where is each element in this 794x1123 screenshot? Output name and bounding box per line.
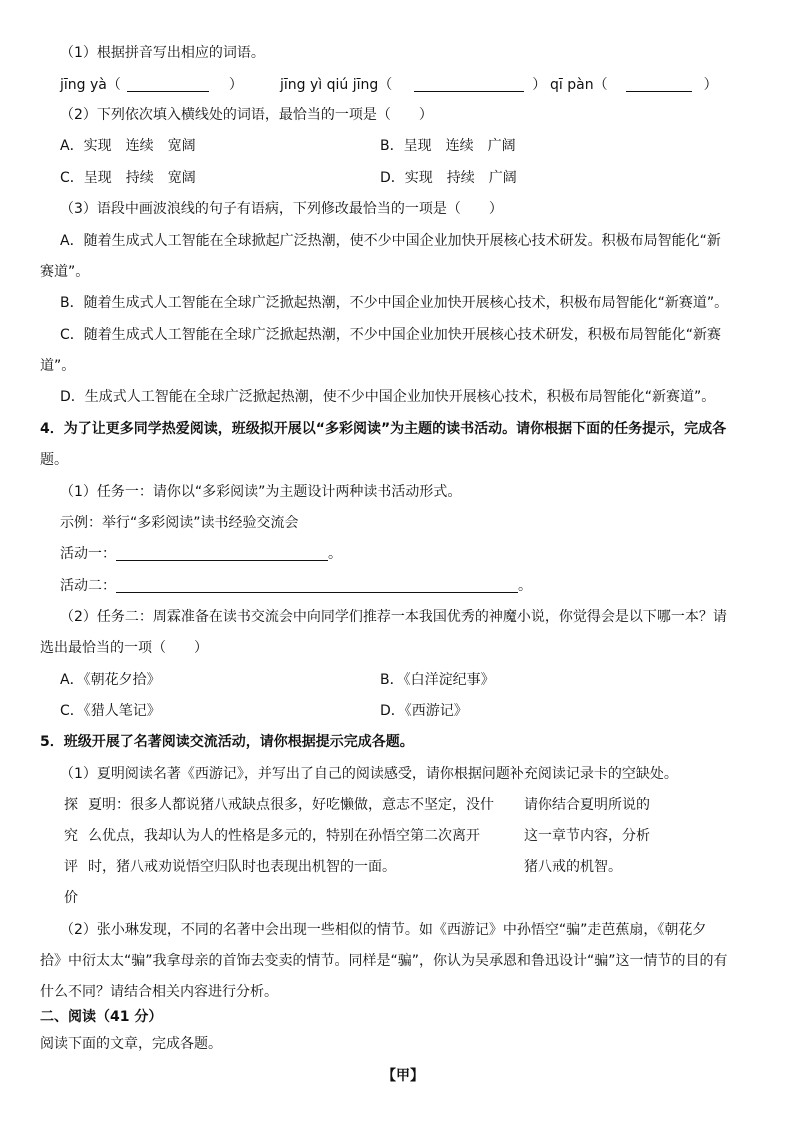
activity-1	[60, 544, 342, 564]
q4-task2-line2: 选出最恰当的一项（ ）	[40, 640, 208, 656]
q5-stem: 5．班级开展了名著阅读交流活动，请你根据提示完成各题。	[40, 734, 414, 750]
option-d: D．实现 持续 广阔	[380, 170, 517, 186]
option-c: C．呈现 持续 宽阔	[60, 170, 196, 186]
card-label-char: 评	[64, 859, 78, 875]
pinyin-item-2	[280, 75, 546, 95]
section-instruction: 阅读下面的文章，完成各题。	[40, 1036, 222, 1052]
q5-sub2-line3: 什么不同？请结合相关内容进行分析。	[40, 984, 278, 1000]
q3-sub3-prompt: （3）语段中画波浪线的句子有语病，下列修改最恰当的一项是（ ）	[60, 201, 503, 217]
answer-blank[interactable]	[626, 76, 692, 92]
q4-stem-line2: 题。	[40, 452, 68, 468]
bracket-close: ）	[228, 77, 243, 93]
q4-example: 示例：举行“多彩阅读”读书经验交流会	[60, 515, 299, 531]
bracket-close: ）	[532, 77, 547, 93]
option-d: D．《西游记》	[380, 703, 468, 719]
q5-sub2-line1: （2）张小琳发现，不同的名著中会出现一些相似的情节。如《西游记》中孙悟空“骗”走芭蕉扇，《朝花夕	[60, 922, 707, 938]
option-b: B．呈现 连续 广阔	[380, 138, 516, 154]
pinyin-text: jīng yà（	[60, 77, 121, 93]
passage-mark: 【甲】	[382, 1068, 424, 1084]
activity-label: 活动二：	[60, 578, 116, 594]
q5-sub2-line2: 拾》中衍太太“骗”我拿母亲的首饰去变卖的情节。同样是“骗”，你认为吴承恩和鲁迅设计“骗”这一情节的目的有	[40, 953, 728, 969]
pinyin-item-1	[60, 75, 243, 95]
card-label-char: 究	[64, 828, 78, 844]
bracket-close: ）	[703, 77, 718, 93]
activity-label: 活动一：	[60, 546, 116, 562]
q3-sub1-prompt: （1）根据拼音写出相应的词语。	[60, 45, 265, 61]
activity-2-blank[interactable]	[116, 577, 518, 593]
activity-1-blank[interactable]	[116, 545, 328, 561]
section-heading: 二、阅读（41 分）	[40, 1009, 163, 1025]
option-a-line2: 赛道”。	[40, 264, 90, 280]
option-c-line2: 道”。	[40, 358, 76, 374]
q4-stem-line1: 4．为了让更多同学热爱阅读，班级拟开展以“多彩阅读”为主题的读书活动。请你根据下面的任务提示，完成各	[40, 421, 727, 437]
q4-task1: （1）任务一：请你以“多彩阅读”为主题设计两种读书活动形式。	[60, 484, 462, 500]
card-text-line: 么优点，我却认为人的性格是多元的，特别在孙悟空第二次离开	[88, 828, 480, 844]
answer-blank[interactable]	[414, 76, 524, 92]
pinyin-text: qī pàn（	[550, 77, 608, 93]
option-c: C．《猎人笔记》	[60, 703, 161, 719]
card-label-char: 探	[64, 797, 78, 813]
card-ask-line: 这一章节内容，分析	[524, 828, 650, 844]
answer-blank[interactable]	[127, 76, 209, 92]
card-text-line: 时，猪八戒劝说悟空归队时也表现出机智的一面。	[88, 859, 396, 875]
q5-sub1: （1）夏明阅读名著《西游记》，并写出了自己的阅读感受，请你根据问题补充阅读记录卡的空缺处。	[60, 766, 678, 782]
pinyin-item-3	[550, 75, 718, 95]
option-b: B．《白洋淀纪事》	[380, 672, 495, 688]
q4-task2-line1: （2）任务二：周霖准备在读书交流会中向同学们推荐一本我国优秀的神魔小说，你觉得会是以下哪一本？请	[60, 609, 727, 625]
card-ask-line: 请你结合夏明所说的	[524, 797, 650, 813]
card-label-char: 价	[64, 890, 78, 906]
option-a-line1: A．随着生成式人工智能在全球掀起广泛热潮，使不少中国企业加快开展核心技术研发。积极布局智能化“新	[60, 233, 721, 249]
pinyin-text: jīng yì qiú jīng（	[280, 77, 393, 93]
activity-2	[60, 576, 532, 596]
option-c-line1: C．随着生成式人工智能在全球广泛掀起热潮，不少中国企业加快开展核心技术研发，积极布局智能化“新赛	[60, 327, 722, 343]
q3-sub2-prompt: （2）下列依次填入横线处的词语，最恰当的一项是（ ）	[60, 107, 433, 123]
option-a: A．实现 连续 宽阔	[60, 138, 196, 154]
option-b: B．随着生成式人工智能在全球广泛掀起热潮，不少中国企业加快开展核心技术，积极布局智能化“新赛道”。	[60, 295, 729, 311]
period: 。	[518, 578, 532, 594]
option-d: D．生成式人工智能在全球广泛掀起热潮，使不少中国企业加快开展核心技术，积极布局智能化“新赛道”。	[60, 389, 716, 405]
card-ask-line: 猪八戒的机智。	[524, 859, 622, 875]
option-a: A．《朝花夕拾》	[60, 672, 161, 688]
card-text-line: 夏明：很多人都说猪八戒缺点很多，好吃懒做，意志不坚定，没什	[88, 797, 494, 813]
period: 。	[328, 546, 342, 562]
